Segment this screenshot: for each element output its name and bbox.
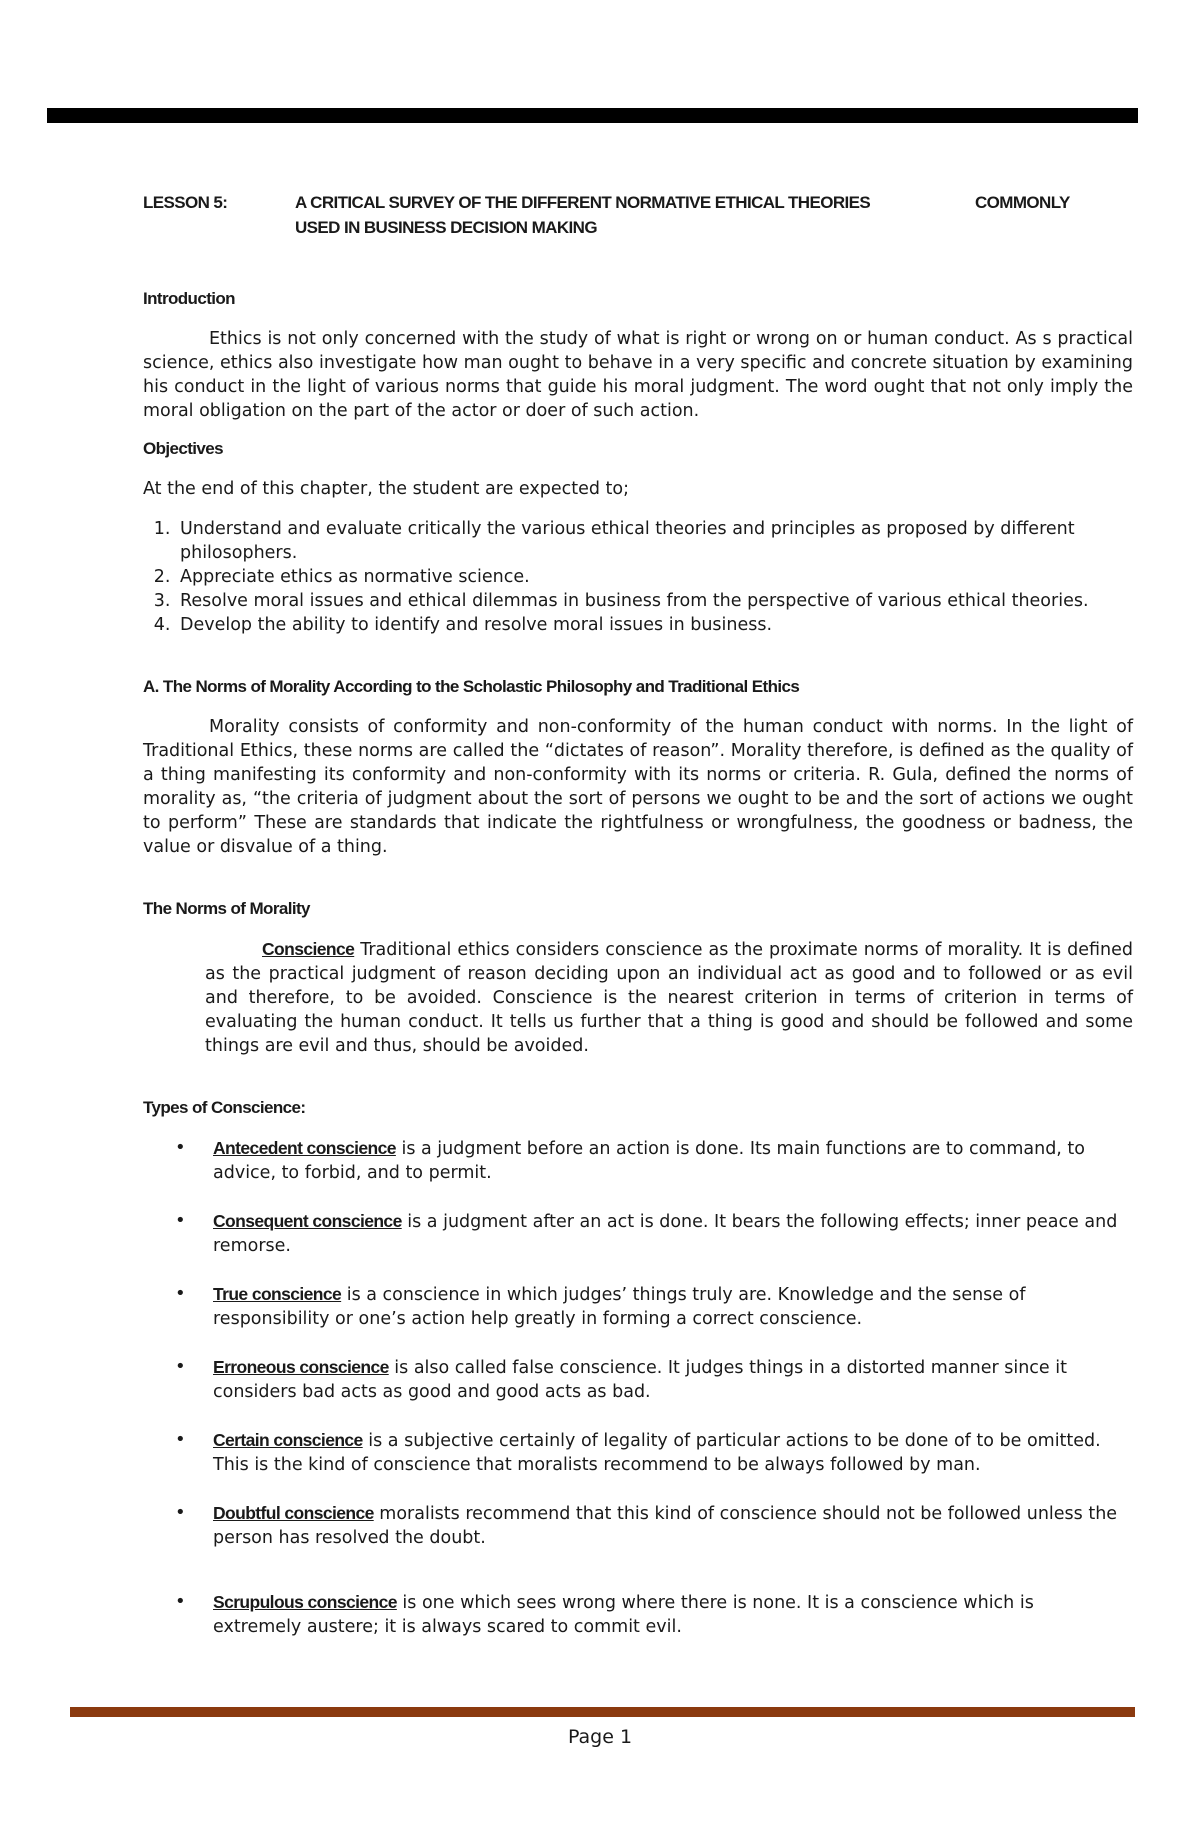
objectives-heading: Objectives <box>143 439 223 458</box>
lesson-title-extra: COMMONLY <box>975 193 1070 212</box>
objectives-lead: At the end of this chapter, the student are expected to; <box>143 479 630 499</box>
bullet-icon: • <box>175 1283 186 1304</box>
bullet-icon: • <box>175 1429 186 1450</box>
bullet-icon: • <box>175 1210 186 1231</box>
list-item: 3. Resolve moral issues and ethical dilemmas in business from the perspective of various ethical theories. <box>176 589 1133 613</box>
document-page <box>143 190 1133 1639</box>
list-item: • Doubtful conscience moralists recommend that this kind of conscience should not be followed unless the person has resolved the doubt. <box>175 1502 1118 1548</box>
list-item: • Antecedent conscience is a judgment before an action is done. Its main functions are to command, to advice, to forbid, and to permit. <box>175 1137 1086 1183</box>
list-item: • Certain conscience is a subjective certainly of legality of particular actions to be done of to be omitted. This is the kind of conscience that moralists recommend to be always followed by man. <box>175 1429 1101 1475</box>
top-rule <box>47 108 1138 123</box>
lesson-title-line2: USED IN BUSINESS DECISION MAKING <box>295 218 597 237</box>
norms-heading: The Norms of Morality <box>143 899 310 918</box>
conscience-text: Traditional ethics considers conscience as the proximate norms of morality. It is defined as the practical judgment of reason deciding upon an individual act as good and to followed or as evil and therefore, to be avoided. Conscience is the nearest criterion in terms of criterion in terms of evaluating the human conduct. It tells us further that a thing is good and should be followed and some things are evil and thus, should be avoided. <box>205 940 1133 1056</box>
bullet-icon: • <box>175 1137 186 1158</box>
lesson-label: LESSON 5: <box>143 193 228 212</box>
lesson-header <box>143 190 1133 240</box>
lesson-title: A CRITICAL SURVEY OF THE DIFFERENT NORMATIVE ETHICAL THEORIES <box>295 193 871 212</box>
conscience-term: Conscience <box>262 939 355 959</box>
list-item: • True conscience is a conscience in which judges’ things truly are. Knowledge and the sense of responsibility or one’s action help greatly in forming a correct conscience. <box>175 1283 1026 1329</box>
list-item: 4. Develop the ability to identify and resolve moral issues in business. <box>176 613 1133 637</box>
bullet-icon: • <box>175 1591 186 1612</box>
intro-paragraph: Ethics is not only concerned with the study of what is right or wrong on or human conduct. As s practical science, ethics also investigate how man ought to behave in a very specific and concrete situation by examining his conduct in the light of various norms that guide his moral judgment. The word ought that not only imply the moral obligation on the part of the actor or doer of such action. <box>143 329 1133 421</box>
intro-heading: Introduction <box>143 289 235 308</box>
list-item: • Consequent conscience is a judgment after an act is done. It bears the following effects; inner peace and remorse. <box>175 1210 1118 1256</box>
types-list <box>143 1136 1133 1639</box>
bullet-icon: • <box>175 1502 186 1523</box>
page-number: Page 1 <box>567 1726 633 1748</box>
list-item: 2. Appreciate ethics as normative science. <box>176 565 1133 589</box>
list-item: • Erroneous conscience is also called false conscience. It judges things in a distorted manner since it considers bad acts as good and good acts as bad. <box>175 1356 1067 1402</box>
bullet-icon: • <box>175 1356 186 1377</box>
list-item: 1. Understand and evaluate critically the various ethical theories and principles as proposed by different philosophers. <box>176 517 1133 565</box>
conscience-paragraph <box>205 937 1133 1058</box>
bottom-rule <box>70 1707 1135 1717</box>
objectives-list <box>143 517 1133 637</box>
conscience-block <box>143 937 1133 1058</box>
list-item: • Scrupulous conscience is one which sees wrong where there is none. It is a conscience which is extremely austere; it is always scared to commit evil. <box>175 1591 1034 1637</box>
types-heading: Types of Conscience: <box>143 1098 306 1117</box>
section-a-paragraph: Morality consists of conformity and non-conformity of the human conduct with norms. In the light of Traditional Ethics, these norms are called the “dictates of reason”. Morality therefore, is defined as the quality of a thing manifesting its conformity and non-conformity with its norms or criteria. R. Gula, defined the norms of morality as, “the criteria of judgment about the sort of persons we ought to be and the sort of actions we ought to perform” These are standards that indicate the rightfulness or wrongfulness, the goodness or badness, the value or disvalue of a thing. <box>143 717 1133 857</box>
section-a-heading: A. The Norms of Morality According to the Scholastic Philosophy and Traditional Ethics <box>143 677 800 696</box>
